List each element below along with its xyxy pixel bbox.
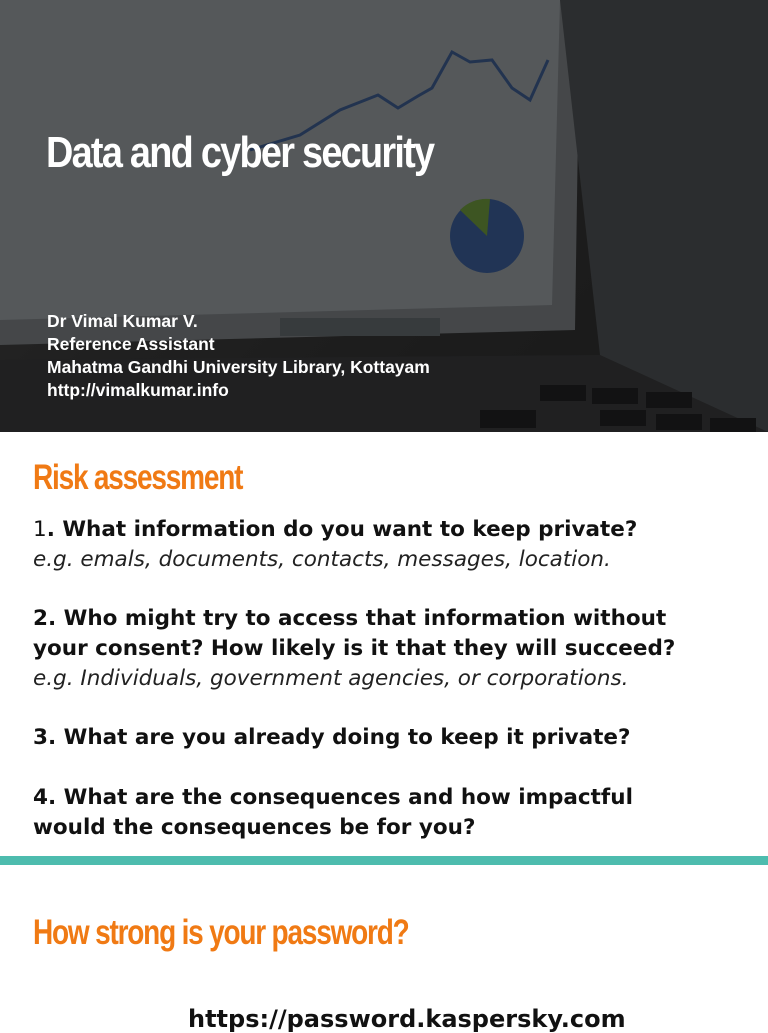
title-slide [0,0,768,432]
author-name: Dr Vimal Kumar V. [47,311,198,331]
question-text: 2. Who might try to access that information without [33,606,667,631]
slide-divider [0,856,768,865]
risk-assessment-slide [0,432,768,856]
password-checker-link[interactable]: https://password.kaspersky.com [188,1005,626,1033]
question-text: your consent? How likely is it that they will succeed? [33,636,676,661]
question-4 [33,783,633,843]
question-text: 3. What are you already doing to keep it private? [33,725,631,750]
password-slide [0,865,768,1033]
question-text: would the consequences be for you? [33,815,476,840]
question-example: e.g. emals, documents, contacts, messages, location. [33,547,611,572]
author-info [47,310,430,402]
page-title: Data and cyber security [46,128,434,177]
question-text: . What information do you want to keep private? [46,517,638,542]
question-1 [33,515,637,575]
question-3 [33,723,630,753]
section-title: Risk assessment [33,458,243,497]
author-role: Reference Assistant [47,334,215,354]
question-example: e.g. Individuals, government agencies, or corporations. [33,666,629,691]
section-title: How strong is your password? [33,913,409,952]
question-2 [33,604,675,694]
question-number: 1 [33,517,47,542]
author-website-link[interactable]: http://vimalkumar.info [47,380,229,400]
question-text: 4. What are the consequences and how impactful [33,785,633,810]
author-affiliation: Mahatma Gandhi University Library, Kottayam [47,357,430,377]
